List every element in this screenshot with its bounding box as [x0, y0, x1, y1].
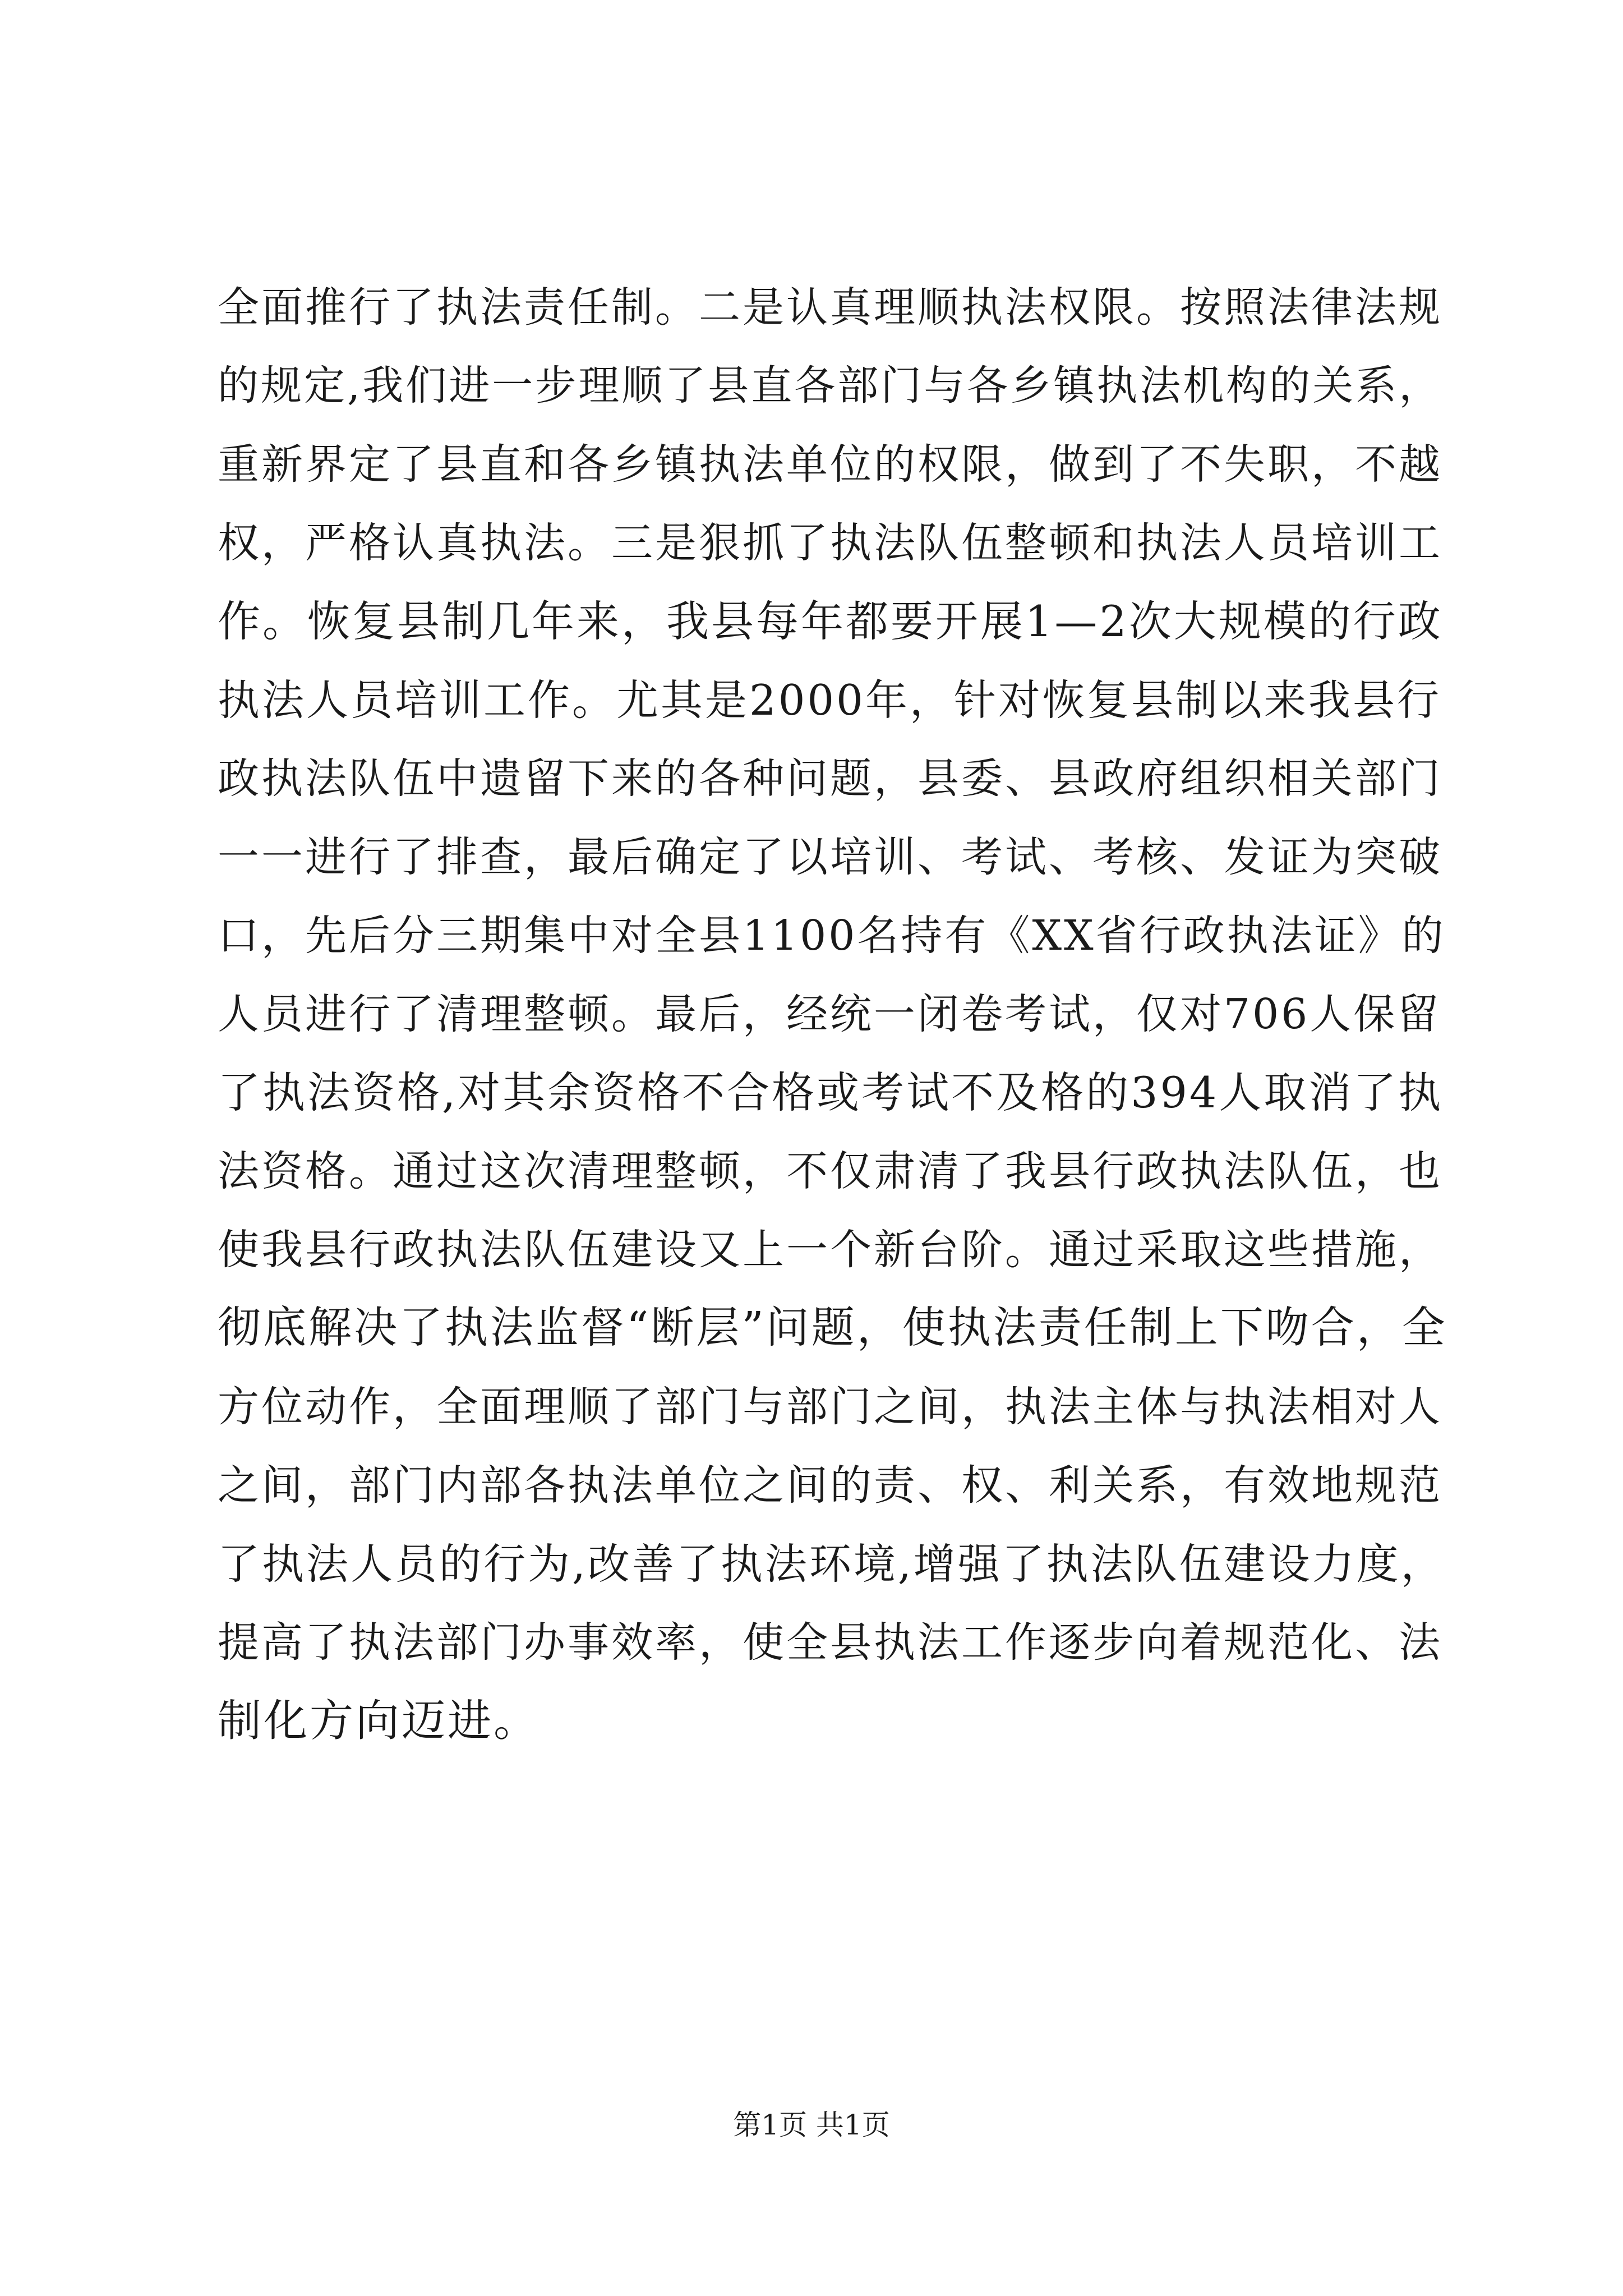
text-line: 全面推行了执法责任制。二是认真理顺执法权限。按照法律法规: [218, 283, 1442, 332]
text-line: 使我县行政执法队伍建设又上一个新台阶。通过采取这些措施，: [218, 1226, 1442, 1274]
text-line: 的规定,我们进一步理顺了县直各部门与各乡镇执法机构的关系，: [218, 362, 1442, 409]
text-line: 权，严格认真执法。三是狠抓了执法队伍整顿和执法人员培训工: [218, 519, 1442, 567]
text-line: 口，先后分三期集中对全县1100名持有《XX省行政执法证》的: [218, 912, 1446, 960]
text-line: 之间，部门内部各执法单位之间的责、权、利关系，有效地规范: [218, 1461, 1442, 1510]
text-line: 制化方向迈进。: [218, 1696, 540, 1746]
text-line: 人员进行了清理整顿。最后，经统一闭卷考试，仅对706人保留: [218, 990, 1441, 1038]
text-line: 重新界定了县直和各乡镇执法单位的权限，做到了不失职，不越: [218, 440, 1442, 489]
text-line: 了执法资格,对其余资格不合格或考试不及格的394人取消了执: [218, 1068, 1444, 1117]
text-line: 政执法队伍中遗留下来的各种问题，县委、县政府组织相关部门: [218, 754, 1442, 803]
text-line: 执法人员培训工作。尤其是2000年，针对恢复县制以来我县行: [218, 675, 1441, 725]
text-line: 作。恢复县制几年来，我县每年都要开展1—2次大规模的行政: [218, 596, 1443, 646]
text-line: 法资格。通过这次清理整顿，不仅肃清了我县行政执法队伍，也: [218, 1147, 1442, 1195]
text-line: 提高了执法部门办事效率，使全县执法工作逐步向着规范化、法: [218, 1618, 1442, 1667]
page-number-footer: 第1页 共1页: [733, 2109, 890, 2141]
text-line: 一一进行了排查，最后确定了以培训、考试、考核、发证为突破: [218, 833, 1442, 881]
text-line: 方位动作，全面理顺了部门与部门之间，执法主体与执法相对人: [218, 1383, 1442, 1431]
text-line: 了执法人员的行为,改善了执法环境,增强了执法队伍建设力度，: [218, 1539, 1445, 1589]
text-line: 彻底解决了执法监督“断层”问题，使执法责任制上下吻合，全: [218, 1303, 1447, 1353]
body-paragraph: [218, 268, 1451, 1760]
